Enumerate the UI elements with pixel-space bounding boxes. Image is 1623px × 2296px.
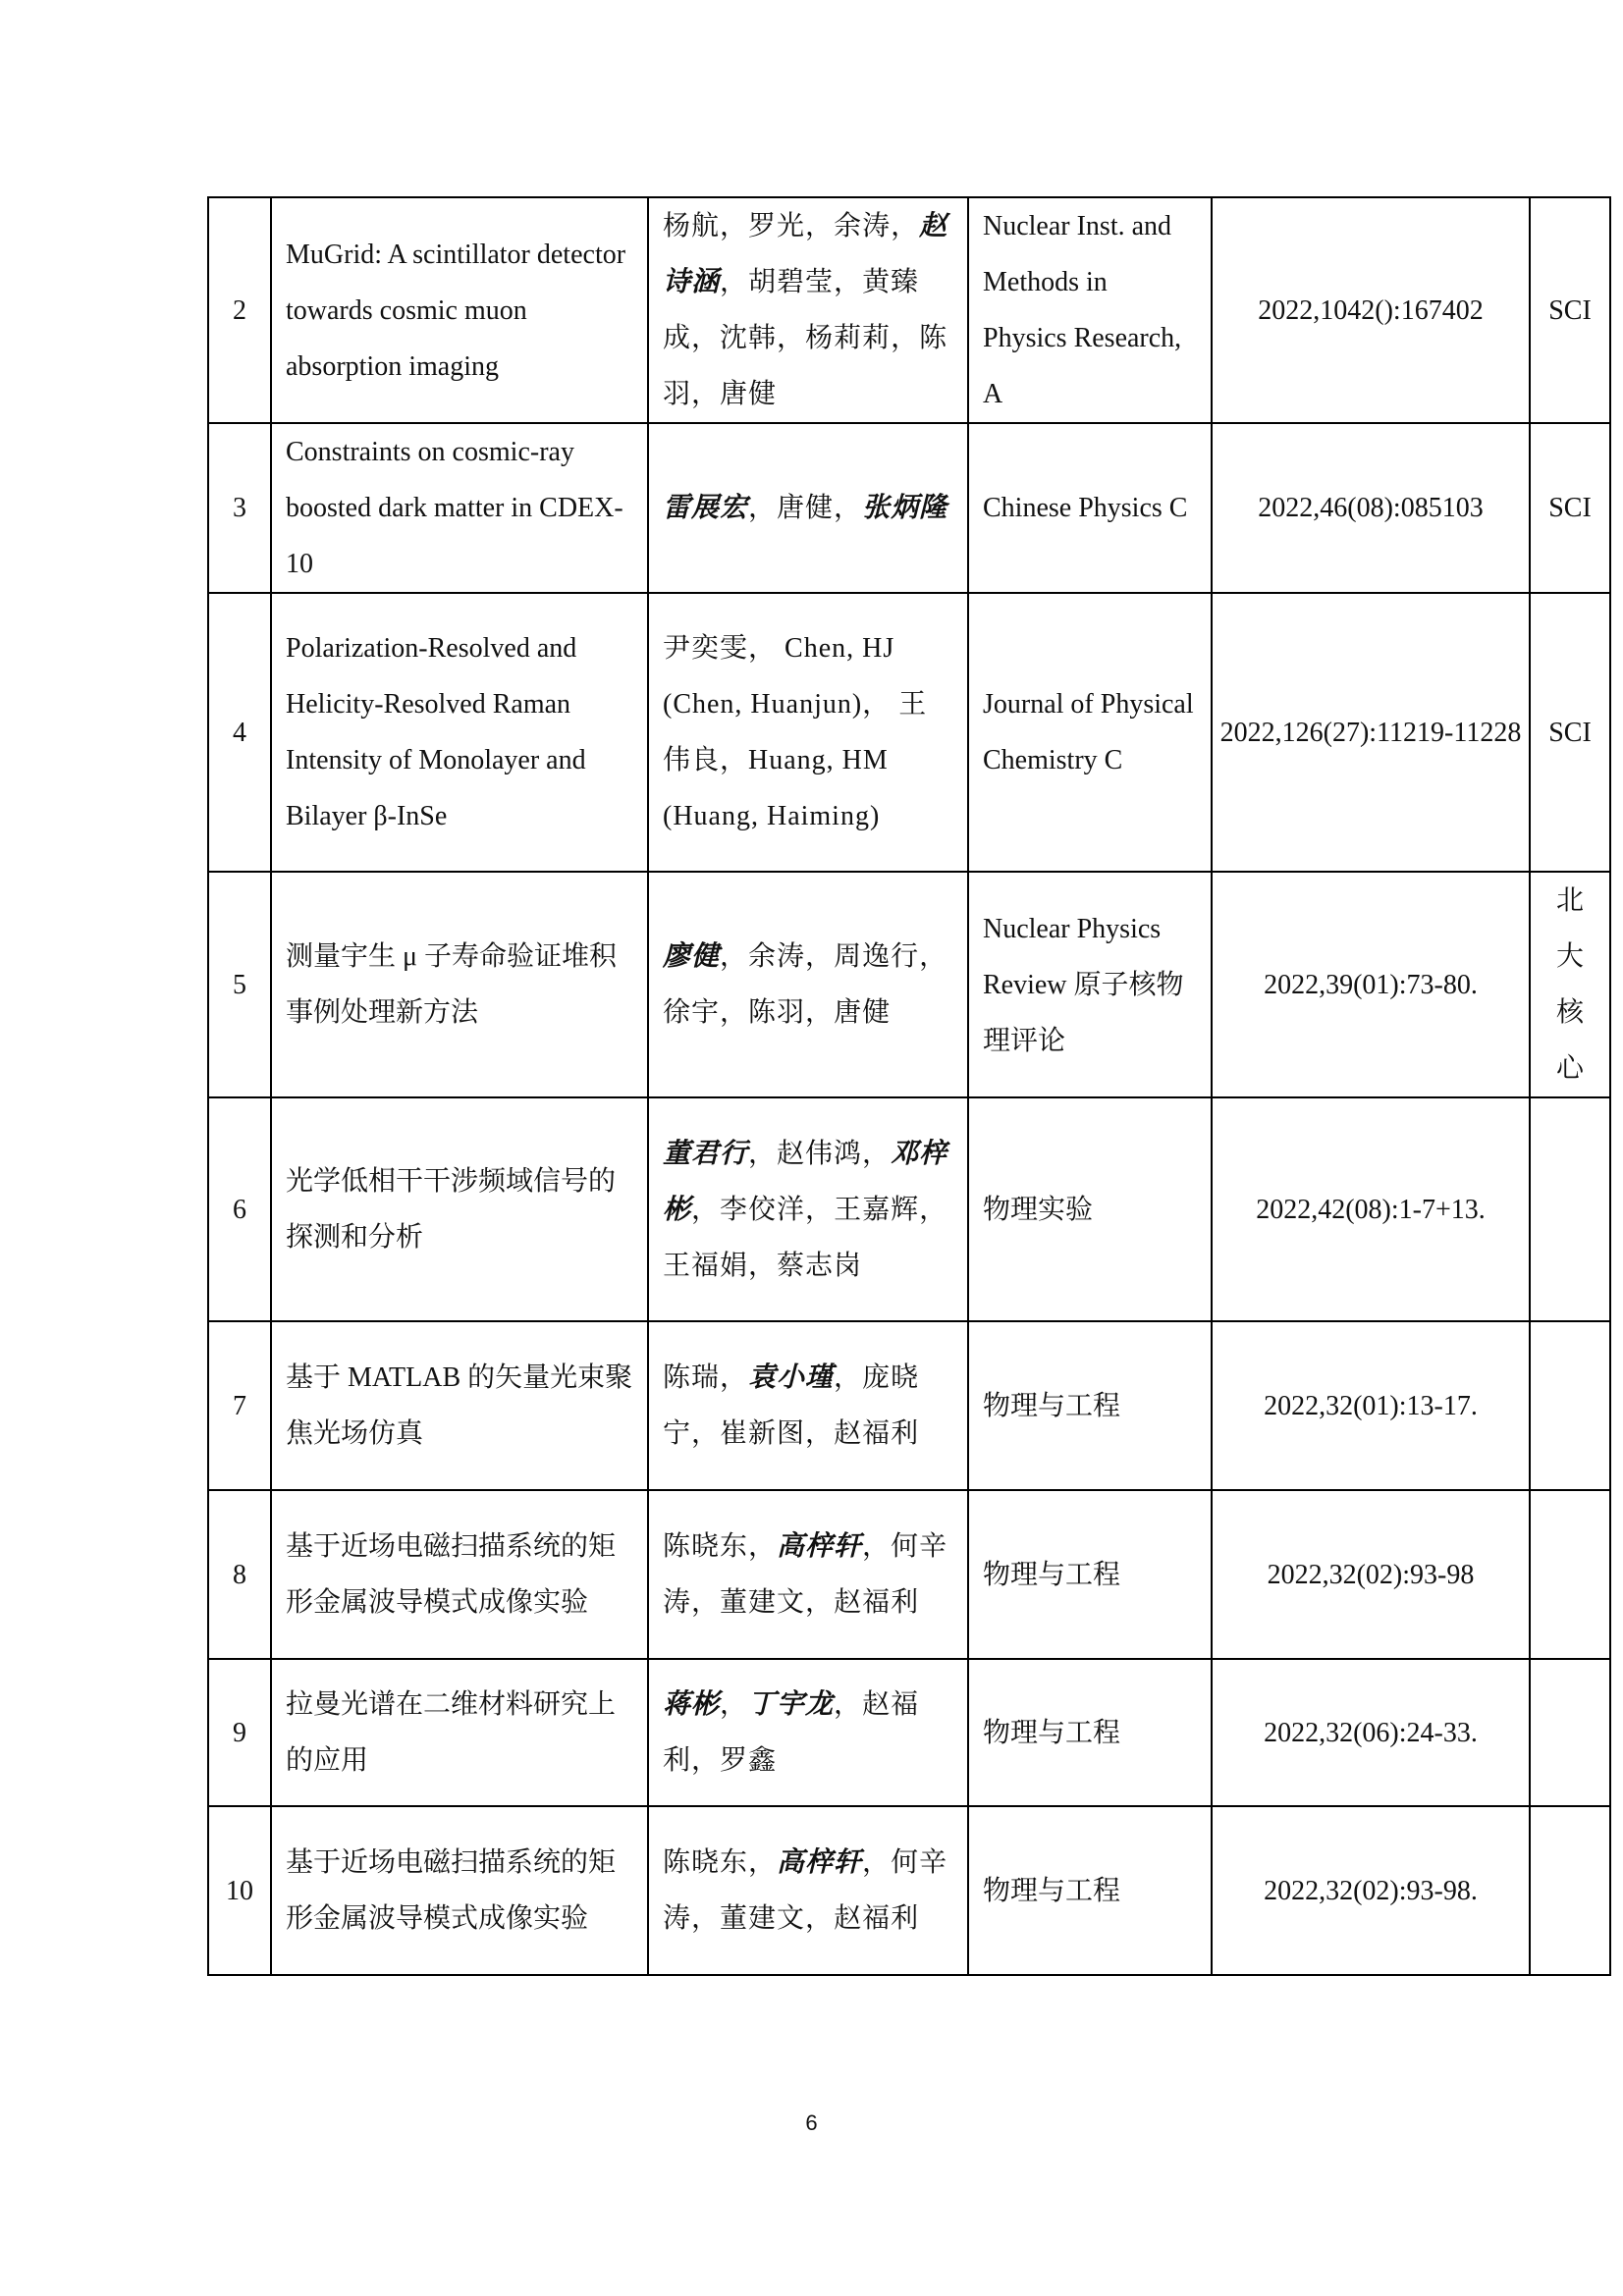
paper-title-cell: Polarization-Resolved and Helicity-Resolved Raman Intensity of Monolayer and Bilayer β-InSe <box>271 593 648 872</box>
author-name: 何辛涛 <box>663 1847 948 1934</box>
publication-table-body <box>208 197 1610 1975</box>
author-separator: ， <box>805 1418 835 1449</box>
journal-cell: 物理与工程 <box>968 1806 1212 1975</box>
volume-pages-cell: 2022,32(06):24-33. <box>1212 1659 1530 1806</box>
author-name: 邓梓彬 <box>663 1138 948 1225</box>
author-name: 陈瑞 <box>663 1362 721 1393</box>
author-name: 董建文 <box>720 1903 806 1934</box>
author-separator: ， <box>691 379 721 409</box>
author-name: 王嘉辉 <box>834 1194 920 1225</box>
volume-pages-cell: 2022,32(01):13-17. <box>1212 1321 1530 1490</box>
author-name: 黄臻成 <box>663 267 920 353</box>
authors-cell <box>648 1806 968 1975</box>
author-name: 董建文 <box>720 1587 806 1618</box>
index-type-cell <box>1530 1490 1610 1659</box>
author-name: 陈羽 <box>663 323 948 409</box>
table-row <box>208 1321 1610 1490</box>
row-number-cell: 9 <box>208 1659 271 1806</box>
author-separator: ， <box>691 1194 721 1225</box>
journal-cell: Nuclear Inst. and Methods in Physics Research, A <box>968 197 1212 423</box>
author-separator: ， <box>777 323 806 353</box>
author-separator: ， <box>720 211 749 241</box>
paper-title-cell: 基于近场电磁扫描系统的矩形金属波导模式成像实验 <box>271 1806 648 1975</box>
author-separator: ， <box>805 1587 835 1618</box>
volume-pages-cell: 2022,39(01):73-80. <box>1212 872 1530 1097</box>
author-name: 唐健 <box>777 493 835 523</box>
authors-cell <box>648 1321 968 1490</box>
author-separator: ， <box>805 211 835 241</box>
publication-table <box>207 196 1611 1976</box>
author-separator: ， <box>834 1362 863 1393</box>
volume-pages-cell: 2022,1042():167402 <box>1212 197 1530 423</box>
author-name: 唐健 <box>720 379 778 409</box>
author-separator: ， <box>691 1745 721 1776</box>
author-separator: ， <box>891 211 920 241</box>
author-separator: ， <box>862 1531 892 1562</box>
author-separator: ， <box>691 1903 721 1934</box>
table-row <box>208 197 1610 423</box>
paper-title-cell: 基于 MATLAB 的矢量光束聚焦光场仿真 <box>271 1321 648 1490</box>
author-name: 廖健 <box>663 941 721 972</box>
table-row <box>208 1806 1610 1975</box>
author-name: 王伟良 <box>663 689 928 775</box>
author-separator: ， <box>834 1689 863 1720</box>
author-name: 袁小瑾 <box>748 1362 835 1393</box>
author-name: 杨莉莉 <box>805 323 892 353</box>
table-row <box>208 1490 1610 1659</box>
author-name: 庞晓宁 <box>663 1362 920 1449</box>
author-name: 董君行 <box>663 1138 749 1169</box>
index-type-cell <box>1530 1097 1610 1321</box>
author-name: 高梓轩 <box>777 1847 863 1878</box>
row-number-cell: 7 <box>208 1321 271 1490</box>
author-name: 胡碧莹 <box>748 267 835 297</box>
author-name: 尹奕雯， <box>663 633 778 664</box>
author-name: 徐宇 <box>663 997 721 1028</box>
row-number-cell: 3 <box>208 423 271 593</box>
index-type-cell <box>1530 872 1610 1097</box>
author-name: 崔新图 <box>720 1418 806 1449</box>
row-number-cell: 2 <box>208 197 271 423</box>
author-separator: ， <box>691 1587 721 1618</box>
author-separator: ， <box>834 267 863 297</box>
author-separator: ， <box>805 1903 835 1934</box>
authors-cell <box>648 1097 968 1321</box>
author-name: 周逸行 <box>834 941 920 972</box>
author-separator: ， <box>748 1847 778 1878</box>
author-separator: ， <box>862 1847 892 1878</box>
page-number: 6 <box>805 2110 818 2135</box>
volume-pages-cell: 2022,46(08):085103 <box>1212 423 1530 593</box>
row-number-cell: 5 <box>208 872 271 1097</box>
author-name: 杨航 <box>663 211 721 241</box>
author-separator: ， <box>691 1418 721 1449</box>
author-name: 罗光 <box>748 211 806 241</box>
author-name: 陈晓东 <box>663 1531 749 1562</box>
author-name: 沈韩 <box>720 323 778 353</box>
author-separator: ， <box>720 997 749 1028</box>
volume-pages-cell: 2022,32(02):93-98 <box>1212 1490 1530 1659</box>
journal-cell: 物理实验 <box>968 1097 1212 1321</box>
author-separator: ， <box>862 1138 892 1169</box>
author-name: 赵福利 <box>834 1903 920 1934</box>
author-separator: ， <box>891 323 920 353</box>
author-separator: ， <box>748 1138 778 1169</box>
author-name: 余涛 <box>834 211 892 241</box>
author-name: 高梓轩 <box>777 1531 863 1562</box>
author-separator: ， <box>805 1194 835 1225</box>
author-separator: ， <box>748 493 778 523</box>
authors-cell <box>648 593 968 872</box>
journal-cell: Journal of Physical Chemistry C <box>968 593 1212 872</box>
author-separator: ， <box>834 493 863 523</box>
author-name: Huang, HM (Huang, Haiming) <box>663 745 889 831</box>
index-type-cell: SCI <box>1530 593 1610 872</box>
table-row <box>208 1659 1610 1806</box>
journal-cell: 物理与工程 <box>968 1490 1212 1659</box>
author-name: 赵福利 <box>834 1418 920 1449</box>
paper-title-cell: 基于近场电磁扫描系统的矩形金属波导模式成像实验 <box>271 1490 648 1659</box>
table-row <box>208 593 1610 872</box>
index-type-label: 北大核心 <box>1555 885 1584 1084</box>
author-name: 雷展宏 <box>663 493 749 523</box>
authors-cell <box>648 197 968 423</box>
index-type-cell: SCI <box>1530 197 1610 423</box>
author-separator: ， <box>720 1689 749 1720</box>
author-separator: ， <box>919 1194 948 1225</box>
journal-cell: Chinese Physics C <box>968 423 1212 593</box>
author-name: Chen, HJ (Chen, Huanjun)， <box>663 633 895 720</box>
paper-title-cell: 拉曼光谱在二维材料研究上的应用 <box>271 1659 648 1806</box>
volume-pages-cell: 2022,32(02):93-98. <box>1212 1806 1530 1975</box>
volume-pages-cell: 2022,126(27):11219-11228 <box>1212 593 1530 872</box>
authors-cell <box>648 1490 968 1659</box>
table-row <box>208 1097 1610 1321</box>
author-separator: ， <box>919 941 948 972</box>
table-row <box>208 423 1610 593</box>
authors-cell <box>648 872 968 1097</box>
journal-cell: 物理与工程 <box>968 1321 1212 1490</box>
author-name: 王福娟 <box>663 1250 749 1281</box>
author-separator: ， <box>720 745 749 775</box>
author-name: 陈晓东 <box>663 1847 749 1878</box>
author-separator: ， <box>805 997 835 1028</box>
authors-cell <box>648 1659 968 1806</box>
table-row <box>208 872 1610 1097</box>
author-name: 赵福利 <box>834 1587 920 1618</box>
index-type-cell <box>1530 1321 1610 1490</box>
row-number-cell: 6 <box>208 1097 271 1321</box>
paper-title-cell: Constraints on cosmic-ray boosted dark matter in CDEX-10 <box>271 423 648 593</box>
volume-pages-cell: 2022,42(08):1-7+13. <box>1212 1097 1530 1321</box>
paper-title-cell: 测量宇生 μ 子寿命验证堆积事例处理新方法 <box>271 872 648 1097</box>
paper-title-cell: MuGrid: A scintillator detector towards cosmic muon absorption imaging <box>271 197 648 423</box>
index-type-cell <box>1530 1659 1610 1806</box>
author-separator: ， <box>748 1250 778 1281</box>
author-name: 何辛涛 <box>663 1531 948 1618</box>
journal-cell: Nuclear Physics Review 原子核物理评论 <box>968 872 1212 1097</box>
index-type-cell <box>1530 1806 1610 1975</box>
author-separator: ， <box>720 1362 749 1393</box>
author-name: 蔡志岗 <box>777 1250 863 1281</box>
author-name: 唐健 <box>834 997 892 1028</box>
author-name: 余涛 <box>748 941 806 972</box>
row-number-cell: 4 <box>208 593 271 872</box>
index-type-cell: SCI <box>1530 423 1610 593</box>
row-number-cell: 8 <box>208 1490 271 1659</box>
paper-title-cell: 光学低相干干涉频域信号的探测和分析 <box>271 1097 648 1321</box>
author-name: 张炳隆 <box>862 493 948 523</box>
author-name: 赵诗涵 <box>663 211 948 297</box>
author-name: 罗鑫 <box>720 1745 778 1776</box>
row-number-cell: 10 <box>208 1806 271 1975</box>
journal-cell: 物理与工程 <box>968 1659 1212 1806</box>
author-separator: ， <box>720 941 749 972</box>
author-name: 丁宇龙 <box>748 1689 835 1720</box>
author-separator: ， <box>691 323 721 353</box>
author-name: 李佼洋 <box>720 1194 806 1225</box>
author-separator: ， <box>720 267 749 297</box>
author-separator: ， <box>805 941 835 972</box>
author-name: 赵福利 <box>663 1689 920 1776</box>
authors-cell <box>648 423 968 593</box>
author-name: 赵伟鸿 <box>777 1138 863 1169</box>
author-separator: ， <box>748 1531 778 1562</box>
author-name: 陈羽 <box>748 997 806 1028</box>
author-name: 蒋彬 <box>663 1689 721 1720</box>
